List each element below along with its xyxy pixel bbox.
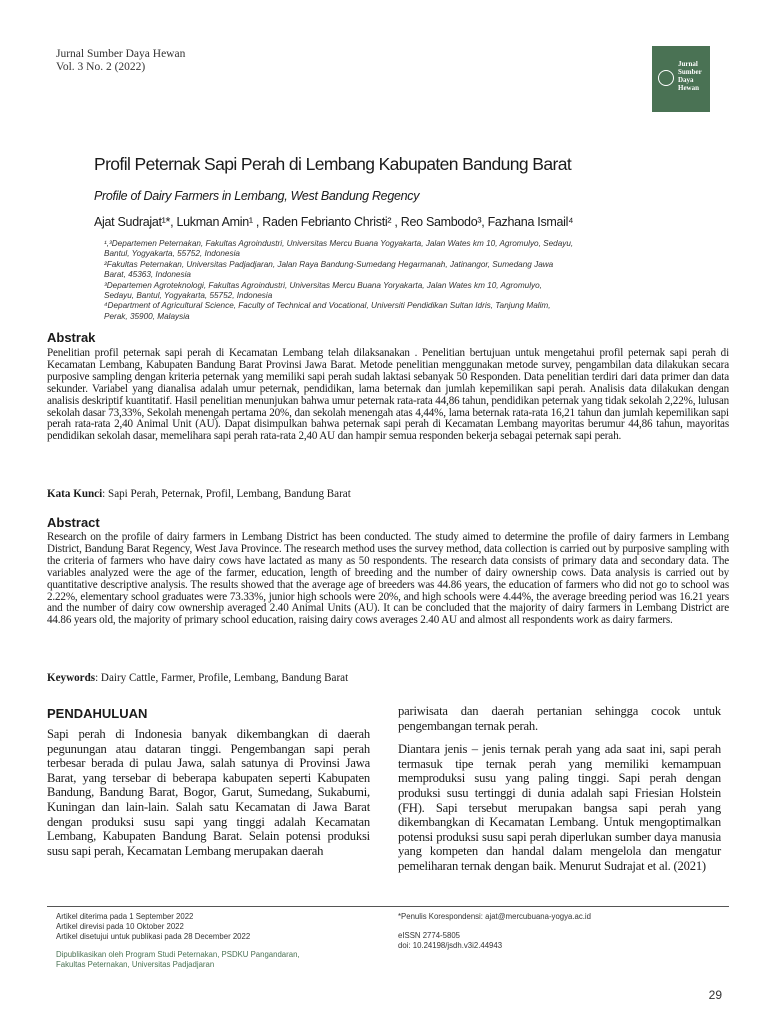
kata-kunci-text: : Sapi Perah, Peternak, Profil, Lembang, Bandung Barat xyxy=(102,488,351,500)
affiliation-line: ⁴Department of Agricultural Science, Faculty of Technical and Vocational, Universiti Pendidikan Sultan Idris, Tanjung Malim, xyxy=(104,301,551,311)
logo-emblem-icon xyxy=(658,70,674,86)
article-dates xyxy=(56,912,250,941)
intro-paragraph: Sapi perah di Indonesia banyak dikembangkan di daerah pegunungan atau dataran tinggi. Pengembangan sapi perah terbesar berada di pulau Jawa, salah satunya di Provinsi Jawa Barat, yang tersebar di beberapa kabupaten seperti Kabupaten Bandung, Bandung Barat, Bogor, Garut, Sumedang, Sukabumi, Kuningan dan lain-lain. Salah satu Kecamatan di Jawa Barat dengan produksi susu sapi yang tinggi adalah Kecamatan Lembang, Kabupaten Bandung Barat. Selain potensi produksi susu sapi perah, Kecamatan Lembang merupakan daerah xyxy=(47,727,370,858)
keywords xyxy=(47,672,348,684)
correspondent-email[interactable]: *Penulis Korespondensi: ajat@mercubuana-yogya.ac.id xyxy=(398,912,591,921)
abstract-heading: Abstract xyxy=(47,515,100,530)
abstract-text: Research on the profile of dairy farmers in Lembang District has been conducted. The study aimed to determine the profile of dairy farmers in Lembang District, Bandung Barat Regency, West Java Province. The research method uses the survey method, data collection is carried out by purposive sampling with the criteria of farmers who have dairy cows have lactated as many as 50 respondents. The research data consists of primary data and secondary data. The variables analyzed were the age of the farmer, education, length of breeding and the number of dairy ownership cows. Data analysis is carried out by quantitative descriptive analysis. The results showed that the average age of breeders was 44.86 years, the education of farmers who did not go to school was 2.22%, elementary school graduates were 73.33%, junior high schools were 20%, and high schools were 4.44%, the average breeding period was 16.21 years and the number of dairy cow ownership averaged 2.40 Animal Units (AU). It can be concluded that the majority of dairy farmers in Lembang District are 44.86 years old, the majority of primary school education, raising dairy cows averages 2.40 AU and almost all respondents work as dairy farmers. xyxy=(47,531,729,627)
affiliation-line: Sedayu, Bantul, Yogyakarta, 55752, Indonesia xyxy=(104,291,273,301)
affiliation-line: ¹,³Departemen Peternakan, Fakultas Agroindustri, Universitas Mercu Buana Yogyakarta, Jalan Wates km 10, Agromulyo, Sedayu, xyxy=(104,239,574,248)
section-heading-pendahuluan: PENDAHULUAN xyxy=(47,706,148,721)
paper-subtitle: Profile of Dairy Farmers in Lembang, West Bandung Regency xyxy=(94,189,420,203)
keywords-label: Keywords xyxy=(47,672,96,684)
affiliation-line: ³Departemen Agroteknologi, Fakultas Agroindustri, Universitas Mercu Buana Yoryakarta, Jalan Wates km 10, Agromulyo, xyxy=(104,280,542,290)
abstrak-heading: Abstrak xyxy=(47,330,96,345)
paper-title: Profil Peternak Sapi Perah di Lembang Kabupaten Bandung Barat xyxy=(94,154,572,174)
journal-volume: Vol. 3 No. 2 (2022) xyxy=(56,61,146,73)
date-revised: Artikel direvisi pada 10 Oktober 2022 xyxy=(56,921,184,931)
publisher-info: Dipublikasikan oleh Program Studi Peternakan, PSDKU Pangandaran, Fakultas Peternakan, Universitas Padjadjaran xyxy=(56,950,300,969)
date-accepted: Artikel disetujui untuk publikasi pada 28 December 2022 xyxy=(56,931,251,941)
doi-link[interactable]: doi: 10.24198/jsdh.v3i2.44943 xyxy=(398,940,503,950)
intro-paragraph: pariwisata dan daerah pertanian sehingga cocok untuk pengembangan ternak perah. xyxy=(398,704,721,733)
author-list: Ajat Sudrajat¹*, Lukman Amin¹ , Raden Febrianto Christi² , Reo Sambodo³, Fazhana Ismail⁴ xyxy=(94,215,574,229)
logo-text: Jurnal Sumber Daya Hewan xyxy=(678,60,702,92)
intro-right-column xyxy=(398,704,721,874)
eissn: eISSN 2774-5805 xyxy=(398,931,460,940)
correspondent-info xyxy=(398,912,591,922)
kata-kunci xyxy=(47,488,351,500)
page-number: 29 xyxy=(708,988,722,1002)
affiliation-line: ²Fakultas Peternakan, Universitas Padjadjaran, Jalan Raya Bandung-Sumedang Hegarmanah, Jatinangor, Sumedang Jawa xyxy=(104,259,554,269)
affiliations xyxy=(104,239,664,322)
date-received: Artikel diterima pada 1 September 2022 xyxy=(56,912,194,921)
journal-logo xyxy=(652,46,710,112)
affiliation-line: Bantul, Yogyakarta, 55752, Indonesia xyxy=(104,249,240,259)
keywords-text: : Dairy Cattle, Farmer, Profile, Lembang, Bandung Barat xyxy=(95,672,349,684)
affiliation-line: Perak, 35900, Malaysia xyxy=(104,311,190,321)
affiliation-line: Barat, 45363, Indonesia xyxy=(104,270,191,280)
intro-left-column xyxy=(47,727,370,858)
journal-name: Jurnal Sumber Daya Hewan xyxy=(56,48,186,60)
abstrak-text: Penelitian profil peternak sapi perah di Kecamatan Lembang telah dilaksanakan . Penelitian bertujuan untuk mengetahui profil peternak sapi perah di Kecamatan Lembang, Kabupaten Bandung Barat Provinsi Jawa Barat. Metode penelitian menggunakan metode survey, pengambilan data dilakukan secara purposive sampling dengan kriteria peternak yang memiliki sapi perah sudah laktasi sebanyak 50 Responden. Data penelitian terdiri dari data primer dan data sekunder. Variabel yang dianalisa adalah umur peternak, pendidikan, lama beternak dan jumlah kepemilikan sapi perah. Analisis data dilakukan dengan analisis deskriptif kuantitatif. Hasil penelitian menunjukan bahwa umur peternak rata-rata 44,86 tahun, pendidikan peternak yang tidak sekolah 2,22%, lulusan sekolah dasar 73,33%, Sekolah menengah pertama 20%, dan sekolah menengah atas 4,44%, lama beternak rata-rata 16,21 tahun dan jumlah kepemilikan sapi perah rata-rata 2,40 Animal Unit (AU). Dapat disimpulkan bahwa peternak sapi perah di Kecamatan Lembang mayoritas berumur 44,86 tahun, mayoritas pendidikan sekolah dasar, memelihara sapi perah rata-rata 2,40 AU dan hampir semua responden bekerja sebagai peternak sapi perah. xyxy=(47,347,729,443)
intro-paragraph: Diantara jenis – jenis ternak perah yang ada saat ini, sapi perah termasuk tipe ternak perah yang memiliki kemampuan memproduksi susu yang paling tinggi. Sapi perah dengan produksi susu tertinggi di dunia adalah sapi Friesian Holstein (FH). Sapi tersebut merupakan bangsa sapi perah yang dikembangkan di Kecamatan Lembang. Untuk mengoptimalkan potensi produksi susu sapi perah diperlukan sumber daya manusia yang kompeten dan handal dalam mengelola dan mengatur pemeliharan ternak dengan baik. Menurut Sudrajat et al. (2021) xyxy=(398,742,721,873)
journal-header xyxy=(56,48,185,74)
kata-kunci-label: Kata Kunci xyxy=(47,488,103,500)
identifiers xyxy=(398,931,502,951)
footer-divider xyxy=(47,906,729,907)
